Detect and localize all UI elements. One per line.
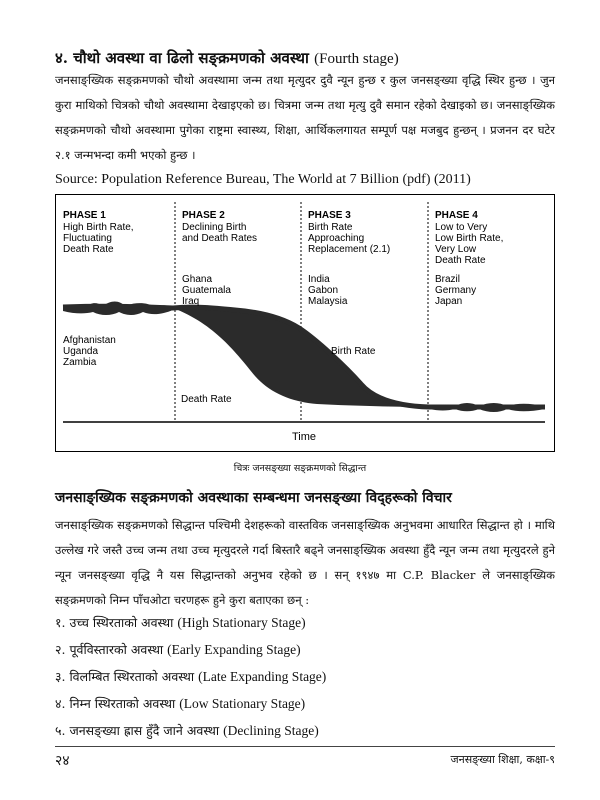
stage-en: (Late Expanding Stage): [198, 669, 327, 684]
phase-example: Iraq: [182, 296, 200, 307]
phase-description: Fluctuating: [63, 233, 112, 244]
stage-en: (Low Stationary Stage): [179, 696, 306, 711]
phase-example: Zambia: [63, 357, 97, 368]
phase-example: Brazil: [435, 274, 461, 285]
phase-title: PHASE 1: [63, 210, 106, 221]
phase-example: Japan: [435, 296, 463, 307]
blacker-stages-list: [55, 609, 326, 744]
stage-np: २. पूर्वविस्तारको अवस्था: [55, 642, 164, 657]
stage-np: ३. विलम्बित स्थिरताको अवस्था: [55, 669, 195, 684]
phase-description: High Birth Rate,: [63, 222, 134, 233]
phase-example: Germany: [435, 285, 477, 296]
phase-example: Uganda: [63, 346, 99, 357]
phase-title: PHASE 2: [182, 210, 225, 221]
stage-en: (Declining Stage): [223, 723, 319, 738]
phase-example: India: [308, 274, 330, 285]
phase-example: Guatemala: [182, 285, 231, 296]
page-number: २४: [55, 753, 70, 769]
phase-description: Replacement (2.1): [308, 244, 391, 255]
section-heading: [55, 48, 555, 68]
stage-np: १. उच्च स्थिरताको अवस्था: [55, 615, 174, 630]
footer-divider: [55, 746, 555, 747]
list-item: [55, 609, 326, 636]
phase-example: Afghanistan: [63, 335, 116, 346]
stage-np: ५. जनसङ्ख्या ह्रास हुँदै जाने अवस्था: [55, 723, 220, 738]
list-item: [55, 663, 326, 690]
death-rate-label: Death Rate: [181, 394, 232, 405]
views-paragraph: जनसाङ्ख्यिक सङ्क्रमणको सिद्धान्त पश्चिमी देशहरूको वास्तविक जनसाङ्ख्यिक अनुभवमा आधारित सिद्धान्त हो । माथि उल्लेख गरे जस्तै उच्च जन्म तथा उच्च मृत्युदरले गर्दा बिस्तारै बढ्ने जनसाङ्ख्यिक अवस्था हुँदै न्यून जन्म तथा मृत्युदरले हुने न्यून जनसङ्ख्या वृद्धि नै यस सिद्धान्तको अनुभव रहेको छ । सन् १९४७ मा C.P. Blacker ले जनसाङ्ख्यिक सङ्क्रमणको निम्न पाँचओटा चरणहरू हुने कुरा बताएका छन् :: [55, 518, 555, 607]
phase-description: Low to Very: [435, 222, 488, 233]
list-item: [55, 690, 326, 717]
phase-example: Ghana: [182, 274, 213, 285]
phase-title: PHASE 4: [435, 210, 478, 221]
list-item: [55, 636, 326, 663]
demographic-transition-figure: [55, 194, 555, 452]
fourth-stage-paragraph: जनसाङ्ख्यिक सङ्क्रमणको चौथो अवस्थामा जन्म तथा मृत्युदर दुवै न्यून हुन्छ र कुल जनसङ्ख्या वृद्धि स्थिर हुन्छ । जुन कुरा माथिको चित्रको चौथो अवस्थामा देखाइएको छ। चित्रमा जन्म तथा मृत्यु दुवै समान रहेको देखाइको छ। जनसाङ्ख्यिक सङ्क्रमणको चौथो अवस्थामा पुगेका राष्ट्रमा स्वास्थ्य, शिक्षा, आर्थिकलगायत सम्पूर्ण पक्ष मजबुद हुन्छन् । प्रजनन दर घटेर २.१ जन्मभन्दा कमी भएको हुन्छ ।: [55, 73, 555, 162]
book-title: जनसङ्ख्या शिक्षा, कक्षा-९: [450, 753, 555, 766]
figure-caption: चित्रः जनसङ्ख्या सङ्क्रमणको सिद्धान्त: [233, 463, 367, 474]
stage-np: ४. निम्न स्थिरताको अवस्था: [55, 696, 176, 711]
phase-description: Approaching: [308, 233, 365, 244]
stage-en: (High Stationary Stage): [177, 615, 306, 630]
stage-en: (Early Expanding Stage): [167, 642, 301, 657]
phase-description: and Death Rates: [182, 233, 258, 244]
phase-title: PHASE 3: [308, 210, 351, 221]
birth-rate-label: Birth Rate: [331, 346, 376, 357]
phase-example: Gabon: [308, 285, 339, 296]
section-heading-np: ४. चौथो अवस्था वा ढिलो सङ्क्रमणको अवस्था: [55, 49, 309, 67]
source-citation: Source: Population Reference Bureau, The World at 7 Billion (pdf) (2011): [55, 172, 471, 187]
phase-description: Death Rate: [63, 244, 114, 255]
list-item: [55, 717, 326, 744]
x-axis-label: Time: [292, 431, 317, 443]
phase-description: Very Low: [435, 244, 477, 255]
phase-description: Death Rate: [435, 255, 486, 266]
section-heading-en: (Fourth stage): [314, 51, 399, 67]
phase-description: Birth Rate: [308, 222, 353, 233]
phase-example: Malaysia: [308, 296, 348, 307]
phase-description: Low Birth Rate,: [435, 233, 504, 244]
phase-description: Declining Birth: [182, 222, 247, 233]
views-heading: जनसाङ्ख्यिक सङ्क्रमणको अवस्थाका सम्बन्धमा जनसङ्ख्या विद्हरूको विचार: [55, 490, 452, 506]
